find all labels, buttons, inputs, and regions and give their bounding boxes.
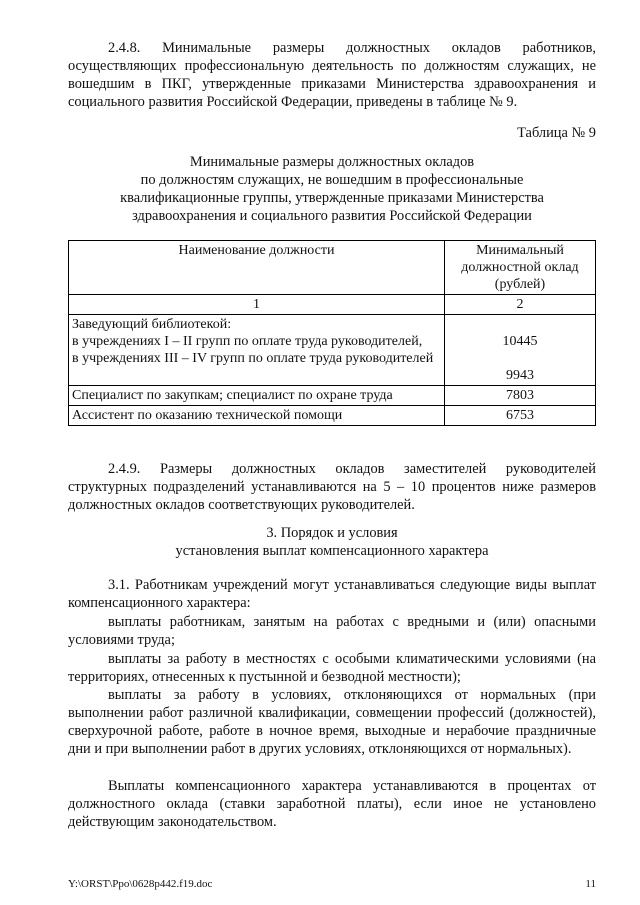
salary-value: 6753 bbox=[445, 406, 596, 426]
paragraph-3-1: 3.1. Работникам учреждений могут устанавливаться следующие виды выплат компенсационного характера: bbox=[68, 577, 596, 611]
page-number: 11 bbox=[585, 878, 596, 890]
section-title-line: установления выплат компенсационного характера bbox=[175, 543, 489, 559]
list-item: выплаты работникам, занятым на работах с вредными и (или) опасными условиями труда; bbox=[68, 614, 596, 648]
list-item: выплаты за работу в условиях, отклоняющихся от нормальных (при выполнении работ различной квалификации, совмещении профессий (должностей), сверхурочной работе, работе в ночное время, выходные и нерабочие праздничные дни и при выполнении работ в других условиях, отклоняющихся от нормальных). bbox=[68, 687, 596, 757]
paragraph-final: Выплаты компенсационного характера устанавливаются в процентах от должностного оклада (ставки заработной платы), если иное не установлено действующим законодательством. bbox=[68, 778, 596, 830]
position-line: в учреждениях I – II групп по оплате труда руководителей, bbox=[72, 334, 423, 349]
table-title bbox=[68, 153, 596, 225]
table-header-row bbox=[69, 241, 596, 295]
paragraph-2-4-9: 2.4.9. Размеры должностных окладов заместителей руководителей структурных подразделений устанавливаются на 5 – 10 процентов ниже размеров должностных окладов соответствующих руководителей. bbox=[68, 461, 596, 513]
list-item: выплаты за работу в местностях с особыми климатическими условиями (на территориях, отнесенных к пустынной и безводной местности); bbox=[68, 651, 596, 685]
table-title-line: здравоохранения и социального развития Российской Федерации bbox=[132, 208, 532, 224]
position-line: Заведующий библиотекой: bbox=[72, 317, 232, 332]
section-title-line: 3. Порядок и условия bbox=[266, 525, 398, 541]
header-position: Наименование должности bbox=[69, 241, 445, 295]
table-row bbox=[69, 315, 596, 386]
salary-table bbox=[68, 240, 596, 426]
header-salary: Минимальный должностной оклад (рублей) bbox=[445, 241, 596, 295]
salary-value-2: 9943 bbox=[506, 368, 534, 383]
paragraph-2-4-8: 2.4.8. Минимальные размеры должностных окладов работников, осуществляющих профессиональную деятельность по должностям служащих, не вошедшим в ПКГ, утвержденные приказами Министерства здравоохранения и социального развития Российской Федерации, приведены в таблице № 9. bbox=[68, 40, 596, 110]
salary-value-1: 10445 bbox=[502, 334, 538, 349]
table-title-line: по должностям служащих, не вошедшим в профессиональные bbox=[140, 172, 524, 188]
section-3-title bbox=[68, 524, 596, 560]
table-row bbox=[69, 406, 596, 426]
position-line: в учреждениях III – IV групп по оплате труда руководителей bbox=[72, 351, 434, 366]
table-number-row bbox=[69, 295, 596, 315]
table-label: Таблица № 9 bbox=[517, 125, 596, 141]
salary-value: 7803 bbox=[445, 386, 596, 406]
salary-value bbox=[445, 315, 596, 386]
table-title-line: Минимальные размеры должностных окладов bbox=[189, 154, 475, 170]
position-name: Специалист по закупкам; специалист по охране труда bbox=[69, 386, 445, 406]
position-name bbox=[69, 315, 445, 386]
table-title-line: квалификационные группы, утвержденные приказами Министерства bbox=[120, 190, 544, 206]
position-name: Ассистент по оказанию технической помощи bbox=[69, 406, 445, 426]
table-row bbox=[69, 386, 596, 406]
column-number: 2 bbox=[445, 295, 596, 315]
footer-path: Y:\ORST\Ppo\0628p442.f19.doc bbox=[68, 878, 213, 890]
column-number: 1 bbox=[69, 295, 445, 315]
